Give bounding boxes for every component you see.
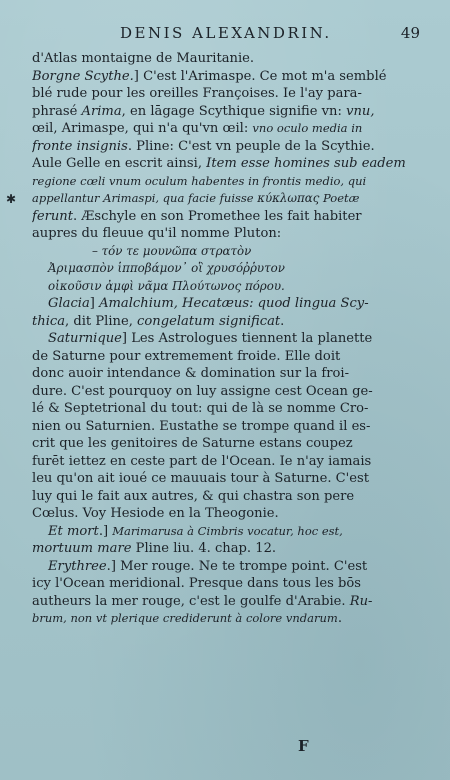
text-segment: regione cœli vnum oculum habentes in frontis medio, qui — [32, 173, 367, 188]
text-segment: , dit Pline, — [65, 313, 138, 329]
text-segment: Borgne Scythe. — [32, 68, 134, 84]
text-segment: Saturnique — [48, 331, 122, 346]
text-segment: d'Atlas montaigne de Mauritanie. — [32, 51, 255, 66]
text-line — [32, 505, 424, 523]
text-segment: aupres du fleuue qu'il nomme Pluton: — [32, 226, 282, 241]
text-segment: ] C'est l'Arimaspe. Ce mot m'a semblé — [133, 68, 387, 84]
text-line — [32, 225, 424, 243]
text-segment: Ἀριμασπὸν ἱπποβάμον᾽ οἳ χρυσόῤῥυτον — [48, 261, 285, 275]
text-line — [32, 418, 424, 436]
text-segment: autheurs la mer rouge, c'est le goulfe d'Arabie. — [32, 593, 350, 609]
text-segment: furēt iettez en ceste part de l'Ocean. Ie n'ay iamais — [32, 453, 372, 469]
text-line — [32, 558, 424, 576]
text-segment: nien ou Saturnien. Eustathe se trompe quand il es- — [32, 418, 371, 434]
text-segment: Arima — [81, 103, 122, 119]
text-segment: Marimarusa à Cimbris vocatur, hoc est, — [112, 523, 343, 538]
text-segment: Amalchium, Hecatæus: quod lingua Scy- — [99, 296, 369, 311]
text-line — [32, 208, 424, 226]
text-line — [32, 68, 424, 86]
text-segment: ] — [89, 296, 100, 311]
text-line — [32, 330, 424, 348]
text-line — [32, 278, 424, 296]
text-segment: lé & Septetrional du tout: qui de là se nomme Cro- — [32, 401, 369, 416]
text-segment: donc auoir intendance & domination sur la froi- — [32, 366, 350, 381]
text-line — [32, 50, 424, 68]
text-segment: Aule Gelle en escrit ainsi, — [32, 156, 207, 171]
text-line — [32, 173, 424, 191]
text-line — [32, 313, 424, 331]
text-segment: Item esse homines sub eadem — [206, 156, 406, 171]
text-segment: Glacia — [48, 296, 90, 311]
text-segment: de Saturne pour extremement froide. Elle doit — [32, 348, 341, 364]
text-line — [32, 155, 424, 173]
text-line — [32, 470, 424, 488]
text-segment: , en lāgage Scythique signifie vn: — [121, 103, 347, 119]
text-segment: οἰκοῦσιν ἀμφὶ νᾶμα Πλούτωνος πόρου. — [48, 278, 285, 293]
text-line — [32, 488, 424, 506]
text-line — [32, 138, 424, 156]
signature-mark: F — [298, 737, 309, 755]
text-segment: leu qu'on ait ioué ce mauuais tour à Saturne. C'est — [32, 471, 370, 486]
text-segment: Ru- — [349, 593, 373, 609]
text-line — [32, 348, 424, 366]
text-segment: vno oculo media in — [252, 121, 363, 135]
text-line — [32, 400, 424, 418]
text-line — [32, 190, 424, 208]
text-line — [32, 540, 424, 558]
text-line — [32, 103, 424, 121]
text-line — [32, 295, 424, 313]
text-segment: appellantur Arimaspi, qua facie fuisse — [32, 191, 258, 205]
text-segment: ] Les Astrologues tiennent la planette — [121, 331, 373, 346]
text-segment: vnu, — [346, 103, 375, 119]
text-line — [32, 610, 424, 628]
text-segment: κύκλωπας — [257, 191, 320, 205]
text-segment: congelatum significat — [137, 313, 281, 329]
text-segment: thica — [32, 313, 66, 329]
text-segment: Et mort — [48, 523, 99, 539]
text-segment: . Pline: C'est vn peuple de la Scythie. — [127, 138, 375, 154]
text-segment: – τόν τε μουνῶπα στρατὸν — [92, 243, 252, 258]
text-segment: Pline liu. 4. chap. 12. — [131, 541, 277, 556]
text-segment: . Æschyle en son Promethee les fait habiter — [72, 208, 362, 224]
page-number: 49 — [400, 24, 420, 42]
text-line — [32, 435, 424, 453]
text-segment: brum, non vt plerique crediderunt à colore vndarum — [32, 611, 338, 625]
text-line — [32, 260, 424, 278]
text-segment: icy l'Ocean meridional. Presque dans tous les bōs — [32, 576, 361, 591]
text-line — [32, 593, 424, 611]
text-line — [32, 575, 424, 593]
text-segment: Cœlus. Voy Hesiode en la Theogonie. — [32, 506, 279, 521]
text-segment: Poetæ — [319, 191, 360, 205]
text-line — [32, 85, 424, 103]
text-line — [32, 365, 424, 383]
text-segment: Erythree — [48, 558, 107, 574]
text-segment: .] — [98, 523, 113, 539]
text-segment: œil, Arimaspe, qui n'a qu'vn œil: — [32, 121, 253, 136]
text-line — [32, 523, 424, 541]
text-segment: luy qui le fait aux autres, & qui chastra son pere — [32, 488, 355, 504]
text-segment: ferunt — [32, 208, 73, 224]
text-segment: mortuum mare — [32, 541, 132, 556]
text-line — [32, 120, 424, 138]
text-segment: fronte insignis — [32, 138, 128, 154]
margin-mark: ✱ — [6, 192, 17, 206]
text-segment: . — [280, 313, 285, 329]
running-head: DENIS ALEXANDRIN. — [120, 24, 332, 42]
page-header — [120, 20, 420, 44]
text-segment: . — [337, 611, 342, 626]
text-line — [32, 453, 424, 471]
text-line — [32, 383, 424, 401]
text-segment: blé rude pour les oreilles Françoises. Ie l'ay para- — [32, 86, 362, 101]
text-segment: dure. C'est pourquoy on luy assigne cest Ocean ge- — [32, 383, 373, 399]
text-line — [32, 243, 424, 261]
text-segment: .] Mer rouge. Ne te trompe point. C'est — [106, 558, 368, 574]
text-segment: phrasé — [32, 103, 82, 119]
text-segment: crit que les genitoires de Saturne estans coupez — [32, 436, 353, 451]
body-text — [32, 50, 424, 628]
